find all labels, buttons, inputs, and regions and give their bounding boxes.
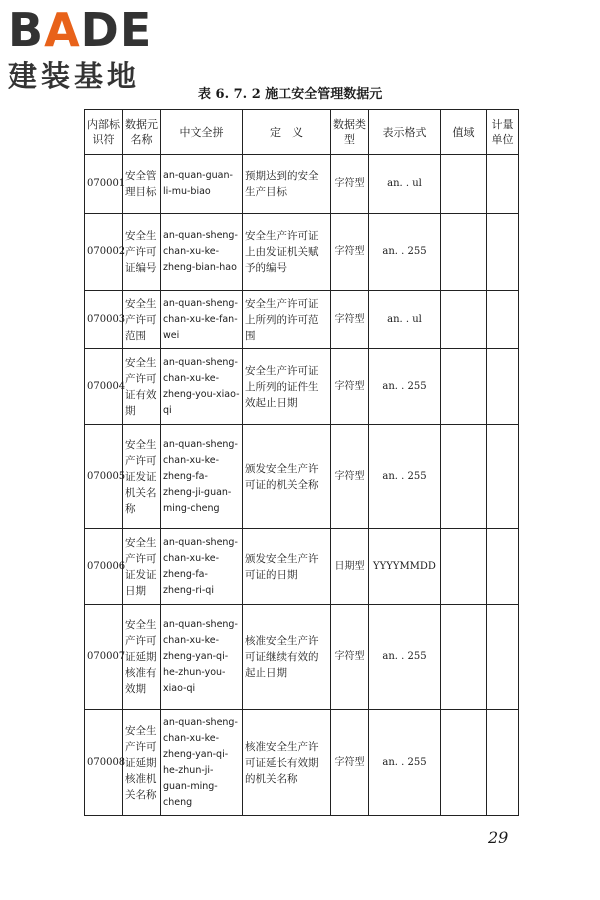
cell-pinyin: an-quan-sheng-chan-xu-ke-fan-wei	[161, 291, 243, 349]
cell-type: 字符型	[331, 710, 369, 816]
table-row	[85, 529, 519, 605]
cell-unit	[487, 291, 519, 349]
cell-format: an. . 255	[369, 214, 441, 291]
header-pinyin: 中文全拼	[161, 110, 243, 155]
header-domain: 值域	[441, 110, 487, 155]
cell-name: 安全生产许可证延期核准机关名称	[123, 710, 161, 816]
table-row	[85, 349, 519, 425]
cell-format: YYYYMMDD	[369, 529, 441, 605]
cell-format: an. . 255	[369, 425, 441, 529]
cell-domain	[441, 291, 487, 349]
table-header-row	[85, 110, 519, 155]
header-id: 内部标识符	[85, 110, 123, 155]
table-row	[85, 605, 519, 710]
cell-unit	[487, 349, 519, 425]
logo-letter-a: A	[44, 3, 81, 57]
logo-letters-de: DE	[80, 3, 153, 57]
cell-domain	[441, 349, 487, 425]
cell-type: 字符型	[331, 605, 369, 710]
cell-name: 安全生产许可证编号	[123, 214, 161, 291]
cell-name: 安全管理目标	[123, 155, 161, 214]
cell-name: 安全生产许可范围	[123, 291, 161, 349]
cell-format: an. . 255	[369, 605, 441, 710]
cell-definition: 核准安全生产许可证延长有效期的机关名称	[243, 710, 331, 816]
cell-definition: 安全生产许可证上所列的许可范围	[243, 291, 331, 349]
page-number: 29	[488, 828, 509, 847]
cell-pinyin: an-quan-sheng-chan-xu-ke-zheng-fa-zheng-ji-guan-ming-cheng	[161, 425, 243, 529]
cell-id: 070007	[85, 605, 123, 710]
cell-name: 安全生产许可证延期核准有效期	[123, 605, 161, 710]
cell-unit	[487, 425, 519, 529]
cell-id: 070001	[85, 155, 123, 214]
table-caption: 表 6. 7. 2 施工安全管理数据元	[198, 87, 383, 102]
cell-name: 安全生产许可证有效期	[123, 349, 161, 425]
cell-definition: 安全生产许可证上所列的证件生效起止日期	[243, 349, 331, 425]
cell-format: an. . ul	[369, 155, 441, 214]
cell-definition: 颁发安全生产许可证的机关全称	[243, 425, 331, 529]
cell-unit	[487, 710, 519, 816]
cell-type: 字符型	[331, 214, 369, 291]
table-row	[85, 155, 519, 214]
cell-definition: 预期达到的安全生产目标	[243, 155, 331, 214]
brand-logo	[8, 3, 178, 93]
cell-name: 安全生产许可证发证机关名称	[123, 425, 161, 529]
cell-pinyin: an-quan-sheng-chan-xu-ke-zheng-yan-qi-he-zhun-ji-guan-ming-cheng	[161, 710, 243, 816]
cell-type: 日期型	[331, 529, 369, 605]
data-element-table	[84, 109, 519, 816]
cell-type: 字符型	[331, 291, 369, 349]
logo-letter-b: B	[8, 3, 45, 57]
cell-type: 字符型	[331, 155, 369, 214]
cell-domain	[441, 529, 487, 605]
table-row	[85, 425, 519, 529]
logo-tagline: 建装基地	[8, 59, 141, 93]
table-row	[85, 710, 519, 816]
cell-definition: 核准安全生产许可证继续有效的起止日期	[243, 605, 331, 710]
cell-format: an. . 255	[369, 349, 441, 425]
cell-id: 070004	[85, 349, 123, 425]
cell-id: 070003	[85, 291, 123, 349]
cell-definition: 安全生产许可证上由发证机关赋予的编号	[243, 214, 331, 291]
cell-type: 字符型	[331, 349, 369, 425]
cell-pinyin: an-quan-sheng-chan-xu-ke-zheng-bian-hao	[161, 214, 243, 291]
logo-wordmark	[8, 3, 178, 57]
cell-domain	[441, 214, 487, 291]
header-type: 数据类型	[331, 110, 369, 155]
cell-type: 字符型	[331, 425, 369, 529]
cell-pinyin: an-quan-guan-li-mu-biao	[161, 155, 243, 214]
cell-id: 070006	[85, 529, 123, 605]
table-row	[85, 214, 519, 291]
cell-unit	[487, 155, 519, 214]
cell-format: an. . 255	[369, 710, 441, 816]
cell-definition: 颁发安全生产许可证的日期	[243, 529, 331, 605]
cell-name: 安全生产许可证发证日期	[123, 529, 161, 605]
cell-pinyin: an-quan-sheng-chan-xu-ke-zheng-you-xiao-qi	[161, 349, 243, 425]
cell-format: an. . ul	[369, 291, 441, 349]
cell-pinyin: an-quan-sheng-chan-xu-ke-zheng-fa-zheng-ri-qi	[161, 529, 243, 605]
cell-domain	[441, 710, 487, 816]
header-unit: 计量单位	[487, 110, 519, 155]
cell-unit	[487, 605, 519, 710]
header-definition: 定 义	[243, 110, 331, 155]
header-name: 数据元名称	[123, 110, 161, 155]
cell-pinyin: an-quan-sheng-chan-xu-ke-zheng-yan-qi-he-zhun-you-xiao-qi	[161, 605, 243, 710]
cell-domain	[441, 425, 487, 529]
header-format: 表示格式	[369, 110, 441, 155]
cell-unit	[487, 214, 519, 291]
cell-unit	[487, 529, 519, 605]
table-row	[85, 291, 519, 349]
cell-id: 070005	[85, 425, 123, 529]
cell-id: 070002	[85, 214, 123, 291]
cell-domain	[441, 605, 487, 710]
cell-domain	[441, 155, 487, 214]
cell-id: 070008	[85, 710, 123, 816]
